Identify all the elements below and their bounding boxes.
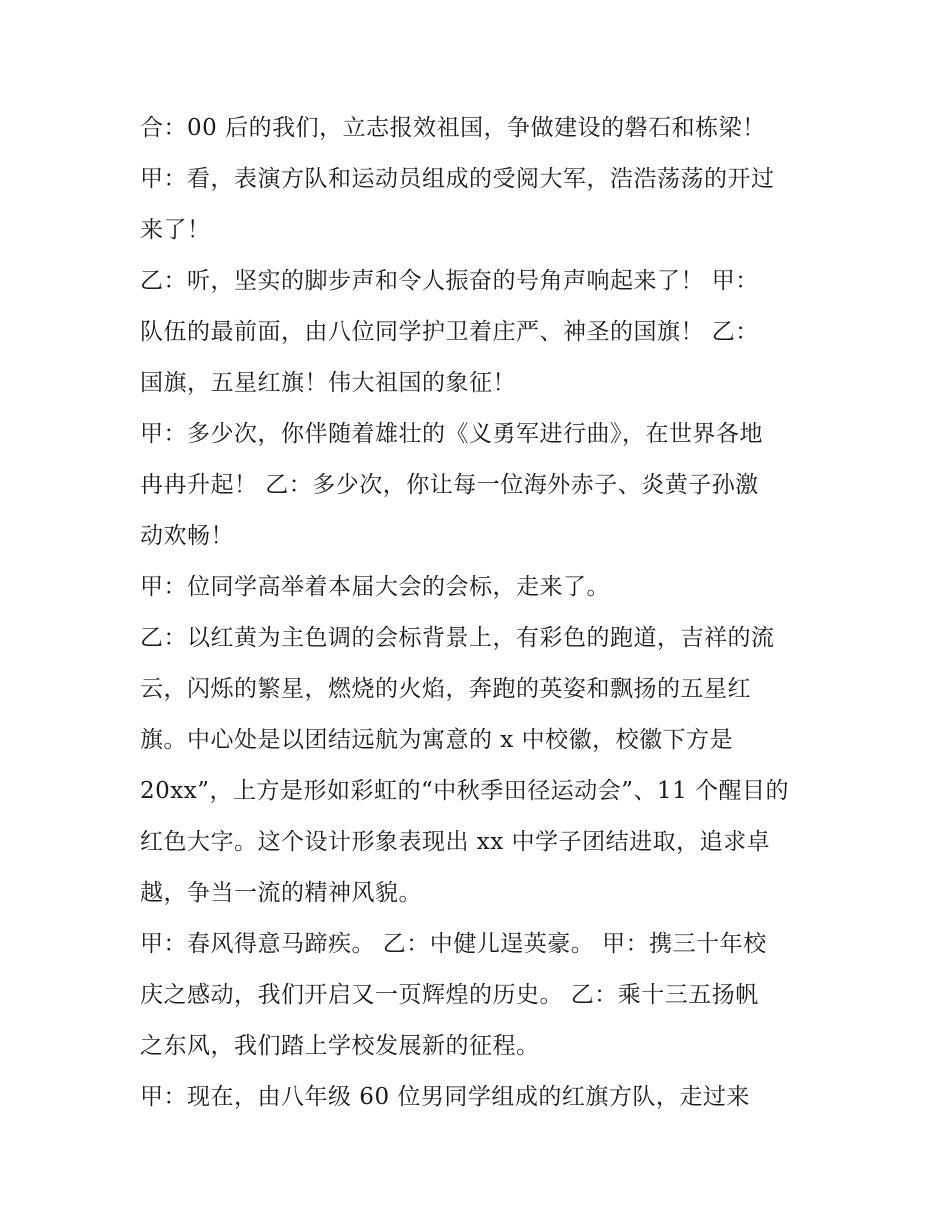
paragraph-7: 甲：春风得意马蹄疾。 乙：中健儿逞英豪。 甲：携三十年校 庆之感动，我们开启又一页辉煌的历史。 乙：乘十三五扬帆 之东风，我们踏上学校发展新的征程。 (140, 931, 767, 1059)
paragraph-1: 合：00 后的我们，立志报效祖国，争做建设的磐石和栋梁！ (140, 115, 766, 141)
paragraph-3: 乙：听，坚实的脚步声和令人振奋的号角声响起来了！ 甲： 队伍的最前面，由八位同学护卫着庄严、神圣的国旗！ 乙： 国旗，五星红旗！伟大祖国的象征！ (140, 268, 759, 396)
paragraph-5: 甲：位同学高举着本届大会的会标，走来了。 (140, 574, 610, 600)
paragraph-2: 甲：看，表演方队和运动员组成的受阅大军，浩浩荡荡的开过 来了！ (140, 166, 775, 243)
document-body (140, 103, 820, 1123)
paragraph-4: 甲：多少次，你伴随着雄壮的《义勇军进行曲》，在世界各地 冉冉升起！ 乙：多少次，你让每一位海外赤子、炎黄子孙激 动欢畅！ (140, 421, 763, 549)
paragraph-8: 甲：现在，由八年级 60 位男同学组成的红旗方队，走过来 (140, 1084, 750, 1110)
paragraph-6: 乙：以红黄为主色调的会标背景上，有彩色的跑道，吉祥的流 云，闪烁的繁星，燃烧的火焰，奔跑的英姿和飘扬的五星红 旗。中心处是以团结远航为寓意的 x 中校徽，校徽下方是 20xx”，上方是形如彩虹的“中秋季田径运动会”、11 个醒目的 红色大字。这个设计形象表现出 xx 中学子团结进取，追求卓 越，争当一流的精神风貌。 (140, 625, 790, 906)
